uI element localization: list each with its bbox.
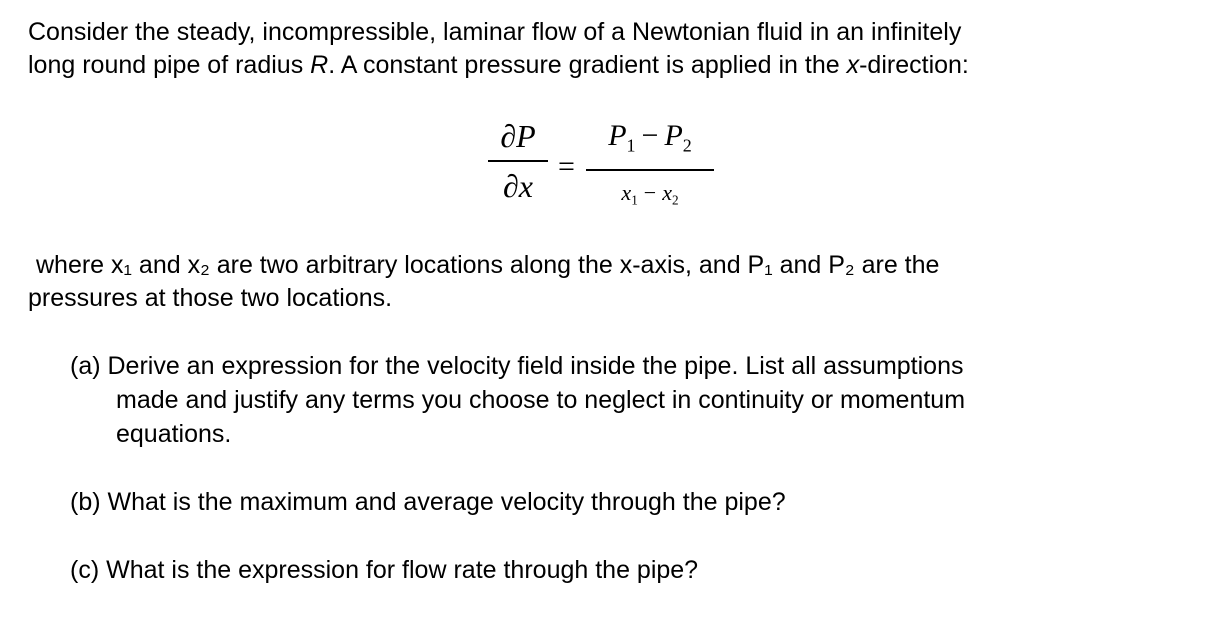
question-c: (c) What is the expression for flow rate through the pipe? [70, 556, 699, 584]
numerator-minus: − [641, 119, 659, 152]
intro-line-2 [28, 49, 969, 82]
intro-line-1: Consider the steady, incompressible, laminar flow of a Newtonian fluid in an infinitely [28, 18, 962, 46]
x2-symbol: x [662, 180, 672, 206]
where-line-2: pressures at those two locations. [28, 284, 393, 312]
lhs-fraction [488, 116, 548, 206]
lhs-fraction-bar [488, 160, 548, 162]
intro-line-2-pre: long round pipe of radius [28, 51, 311, 79]
question-a-line-2: made and justify any terms you choose to neglect in continuity or momentum [116, 386, 966, 414]
x2-subscript: 2 [671, 192, 679, 208]
question-a-line-1: (a) Derive an expression for the velocity field inside the pipe. List all assumptions [70, 352, 964, 380]
equals-sign: = [558, 150, 575, 183]
pressure-gradient-equation [488, 116, 728, 226]
rhs-fraction-bar [586, 169, 714, 171]
x1-symbol: x [621, 180, 632, 206]
intro-line-2-mid: . A constant pressure gradient is applied in the [328, 51, 847, 79]
where-line-1: where x₁ and x₂ are two arbitrary locations along the x-axis, and P₁ and P₂ are the [36, 251, 940, 279]
p2-subscript: 2 [682, 135, 692, 156]
x1-subscript: 1 [631, 192, 638, 208]
rhs-denominator [586, 177, 714, 217]
lhs-denominator: ∂x [502, 168, 533, 204]
p2-symbol: P [664, 119, 683, 152]
intro-line-2-post: -direction: [859, 51, 969, 79]
question-a-line-3: equations. [116, 420, 232, 448]
question-a [70, 349, 1196, 451]
rhs-numerator [586, 116, 714, 165]
direction-variable: x [846, 51, 860, 79]
p1-symbol: P [608, 119, 627, 152]
denominator-minus: − [643, 180, 657, 206]
rhs-fraction [586, 116, 714, 217]
radius-variable: R [310, 51, 329, 79]
question-b: (b) What is the maximum and average velocity through the pipe? [70, 488, 786, 516]
lhs-numerator: ∂P [500, 118, 536, 154]
p1-subscript: 1 [626, 135, 636, 156]
